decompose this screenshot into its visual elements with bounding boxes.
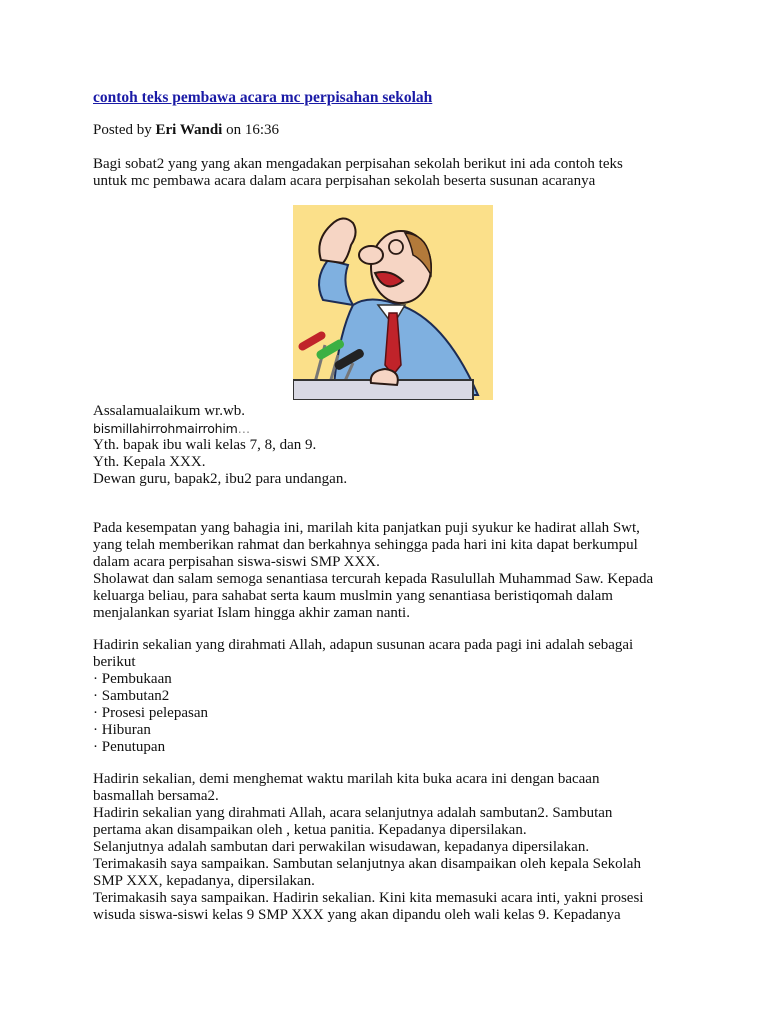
opening-paragraph [93,520,693,622]
post-title-link[interactable]: contoh teks pembawa acara mc perpisahan sekolah [93,89,433,106]
agenda-intro-line: berikut [93,654,136,670]
post-time: 16:36 [244,122,280,138]
intro-paragraph [93,156,693,190]
opening-line: Pada kesempatan yang bahagia ini, marilah kita panjatkan puji syukur ke hadirat allah Swt, [93,520,640,536]
bullet-icon: · [93,739,98,755]
opening-line: keluarga beliau, para sahabat serta kaum muslmin yang senantiasa beristiqomah dalam [93,588,613,604]
bullet-icon: · [93,688,98,704]
speaker-at-podium-cartoon-icon [293,205,493,400]
greeting-line: Dewan guru, bapak2, ibu2 para undangan. [93,471,348,487]
body-line: pertama akan disampaikan oleh , ketua panitia. Kepadanya dipersilakan. [93,822,527,838]
body-line: Terimakasih saya sampaikan. Hadirin sekalian. Kini kita memasuki acara inti, yakni prosesi [93,890,644,906]
author-name: Eri Wandi [155,122,223,138]
agenda-intro-line: Hadirin sekalian yang dirahmati Allah, adapun susunan acara pada pagi ini adalah sebagai [93,637,634,653]
body-line: Hadirin sekalian, demi menghemat waktu marilah kita buka acara ini dengan bacaan [93,771,600,787]
on-label: on [222,122,245,138]
body-line: Selanjutnya adalah sambutan dari perwakilan wisudawan, kepadanya dipersilakan. [93,839,590,855]
body-line: Hadirin sekalian yang dirahmati Allah, acara selanjutnya adalah sambutan2. Sambutan [93,805,613,821]
bismillah-ellipsis: … [237,421,250,436]
greeting-line: Yth. bapak ibu wali kelas 7, 8, dan 9. [93,437,317,453]
opening-line: dalam acara perpisahan siswa-siswi SMP XXX. [93,554,380,570]
bullet-icon: · [93,705,98,721]
agenda-item: · Pembukaan [93,671,172,687]
intro-line: Bagi sobat2 yang yang akan mengadakan perpisahan sekolah berikut ini ada contoh teks [93,156,623,172]
body-line: Terimakasih saya sampaikan. Sambutan selanjutnya akan disampaikan oleh kepala Sekolah [93,856,641,872]
posted-by-label: Posted by [93,122,156,138]
opening-line: Sholawat dan salam semoga senantiasa tercurah kepada Rasulullah Muhammad Saw. Kepada [93,571,654,587]
bismillah-line [93,420,693,437]
agenda-item: · Sambutan2 [93,688,170,704]
opening-line: menjalankan syariat Islam hingga akhir zaman nanti. [93,605,410,621]
agenda-item: · Hiburan [93,722,151,738]
bullet-icon: · [93,722,98,738]
bullet-icon: · [93,671,98,687]
post-meta [93,122,279,139]
greeting-block [93,403,693,488]
agenda-item: · Prosesi pelepasan [93,705,208,721]
opening-line: yang telah memberikan rahmat dan berkahnya sehingga pada hari ini kita dapat berkumpul [93,537,638,553]
body-line: wisuda siswa-siswi kelas 9 SMP XXX yang akan dipandu oleh wali kelas 9. Kepadanya [93,907,621,923]
agenda-item: · Penutupan [93,739,166,755]
salam-line: Assalamualaikum wr.wb. [93,403,246,419]
body-line: SMP XXX, kepadanya, dipersilakan. [93,873,315,889]
body-line: basmallah bersama2. [93,788,219,804]
greeting-line: Yth. Kepala XXX. [93,454,206,470]
bismillah-text: bismillahirrohmairrohim [93,421,238,436]
agenda-block [93,637,693,756]
intro-line: untuk mc pembawa acara dalam acara perpisahan sekolah beserta susunan acaranya [93,173,596,189]
body-paragraph [93,771,693,924]
speaker-at-podium-illustration [293,205,493,400]
